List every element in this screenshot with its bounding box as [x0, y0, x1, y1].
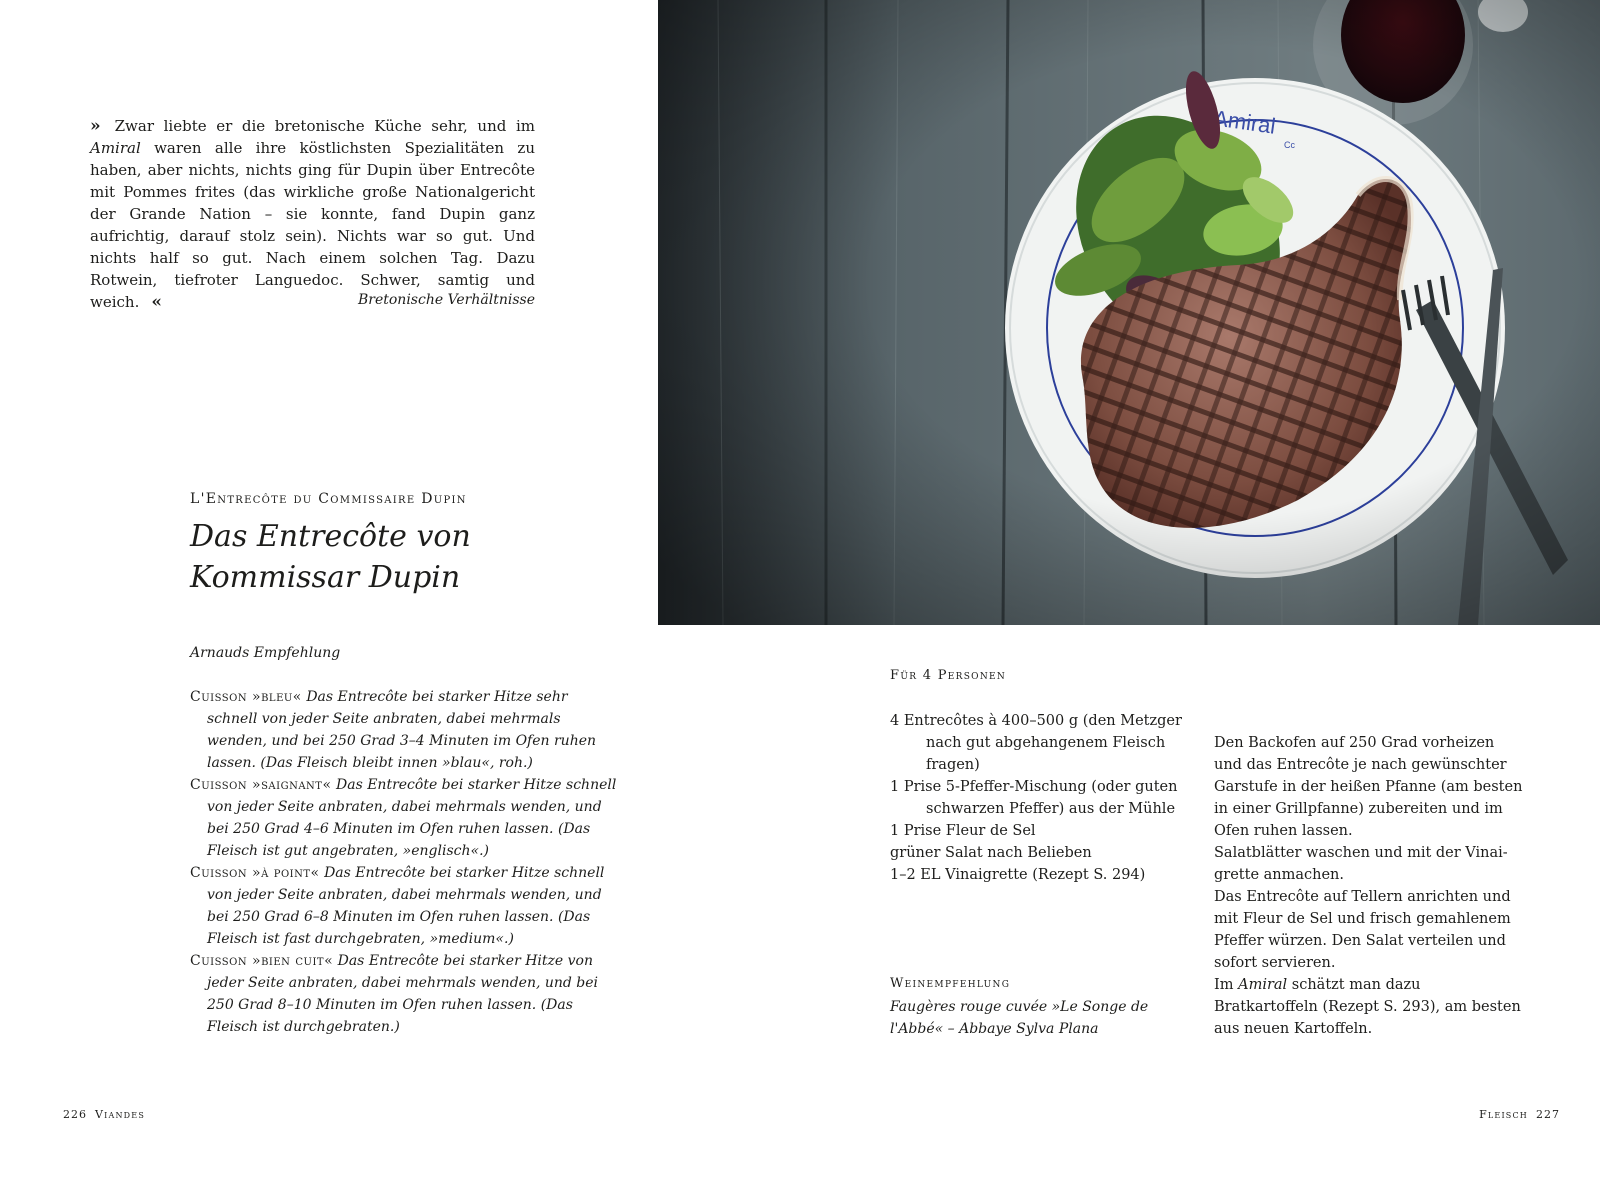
- cuisson-label: Cuisson »saignant«: [190, 777, 332, 793]
- preparation-steps: [1214, 732, 1524, 1040]
- quote-source: Bretonische Verhältnisse: [357, 292, 535, 308]
- recipe-subtitle: L'Entrecôte du Commissaire Dupin: [190, 491, 467, 507]
- step-text: schätzt man dazu Bratkartoffeln (Rezept S. 293), am besten aus neuen Kartoffeln.: [1214, 977, 1521, 1037]
- cuisson-item-bleu: [190, 686, 620, 774]
- page-number-right: 227: [1536, 1108, 1560, 1121]
- step-item: Salatblätter waschen und mit der Vinaigrette anmachen.: [1214, 845, 1508, 883]
- wine-heading: Weinempfehlung: [890, 976, 1011, 991]
- folio-right: [1479, 1108, 1568, 1121]
- page-number-left: 226: [63, 1108, 87, 1121]
- novel-quote: [90, 115, 535, 313]
- quote-text-part-2: waren alle ihre köstlichsten Spezialitäten zu haben, aber nichts, nichts ging für Dupin über Entrecôte mit Pommes frites (das wirkliche große Nationalgericht der Grande Nation – sie konnte, fand Dupin ganz aufrichtig, darauf stolz sein). Nichts war so gut. Und nichts half so gut. Nach einem solchen Tag. Dazu Rotwein, tiefroter Languedoc. Schwer, samtig und weich.: [90, 139, 535, 311]
- folio-left: [55, 1108, 145, 1121]
- cuisson-description: Das Entrecôte bei starker Hitze schnell von jeder Seite anbraten, dabei mehrmals wenden, und bei 250 Grad 4–6 Minuten im Ofen ruhen lassen. (Das Fleisch ist gut angebraten, »englisch«.): [207, 777, 617, 859]
- ingredient-item: 1 Prise 5-Pfeffer-Mischung (oder guten schwarzen Pfeffer) aus der Mühle: [890, 779, 1178, 817]
- step-item-last: [1214, 974, 1524, 1040]
- recipe-title: [190, 516, 630, 598]
- step-text: Im: [1214, 977, 1239, 993]
- recipe-title-line-1: Das Entrecôte von: [190, 519, 471, 554]
- cuisson-item-bien-cuit: [190, 950, 620, 1038]
- steak-photo: [658, 0, 1600, 625]
- cuisson-label: Cuisson »à point«: [190, 865, 320, 881]
- ingredient-item: 1 Prise Fleur de Sel: [890, 823, 1036, 839]
- step-italic-amiral: Amiral: [1238, 977, 1288, 993]
- quote-text-part-1: Zwar liebte er die bretonische Küche sehr, und im: [114, 117, 535, 135]
- quote-close-mark: «: [151, 292, 162, 312]
- cuisson-item-a-point: [190, 862, 620, 950]
- steak-photo-illustration: [658, 0, 1600, 625]
- step-item: Den Backofen auf 250 Grad vorheizen und das Entrecôte je nach gewünschter Garstufe in der heißen Pfanne (am besten in einer Grillpfanne) zubereiten und im Ofen ruhen lassen.: [1214, 735, 1523, 839]
- ingredients-list: [890, 710, 1200, 886]
- section-name-left: Viandes: [95, 1108, 146, 1121]
- cuisson-item-saignant: [190, 774, 620, 862]
- cuisson-description: Das Entrecôte bei starker Hitze schnell von jeder Seite anbraten, dabei mehrmals wenden, und bei 250 Grad 6–8 Minuten im Ofen ruhen lassen. (Das Fleisch ist fast durchgebraten, »medium«.): [207, 865, 605, 947]
- ingredient-item: 4 Entrecôtes à 400–500 g (den Metzger nach gut abgehangenem Fleisch fragen): [890, 713, 1182, 773]
- wine-recommendation: Faugères rouge cuvée »Le Songe de l'Abbé« – Abbaye Sylva Plana: [890, 999, 1149, 1037]
- quote-italic-amiral: Amiral: [90, 139, 141, 157]
- cuisson-label: Cuisson »bien cuit«: [190, 953, 334, 969]
- recipe-title-line-2: Kommissar Dupin: [190, 560, 461, 595]
- servings-heading: Für 4 Personen: [890, 668, 1007, 683]
- cuisson-label: Cuisson »bleu«: [190, 689, 302, 705]
- ingredient-item: 1–2 EL Vinaigrette (Rezept S. 294): [890, 867, 1146, 883]
- cuisson-description: Das Entrecôte bei starker Hitze von jeder Seite anbraten, dabei mehrmals wenden, und bei 250 Grad 8–10 Minuten im Ofen ruhen lassen. (Das Fleisch ist durchgebraten.): [207, 953, 599, 1035]
- cuisson-description: Das Entrecôte bei starker Hitze sehr schnell von jeder Seite anbraten, dabei mehrmals wenden, und bei 250 Grad 3–4 Minuten im Ofen ruhen lassen. (Das Fleisch bleibt innen »blau«, roh.): [207, 689, 597, 771]
- quote-open-mark: »: [90, 116, 101, 136]
- recommendation-title: Arnauds Empfehlung: [190, 645, 341, 661]
- step-item: Das Entrecôte auf Tellern anrichten und mit Fleur de Sel und frisch gemahlenem Pfeffer würzen. Den Salat verteilen und sofort servieren.: [1214, 889, 1511, 971]
- cuisson-list: [190, 686, 620, 1038]
- left-page: [0, 0, 658, 1178]
- section-name-right: Fleisch: [1479, 1108, 1528, 1121]
- right-page: [658, 0, 1600, 1178]
- ingredient-item: grüner Salat nach Belieben: [890, 845, 1092, 861]
